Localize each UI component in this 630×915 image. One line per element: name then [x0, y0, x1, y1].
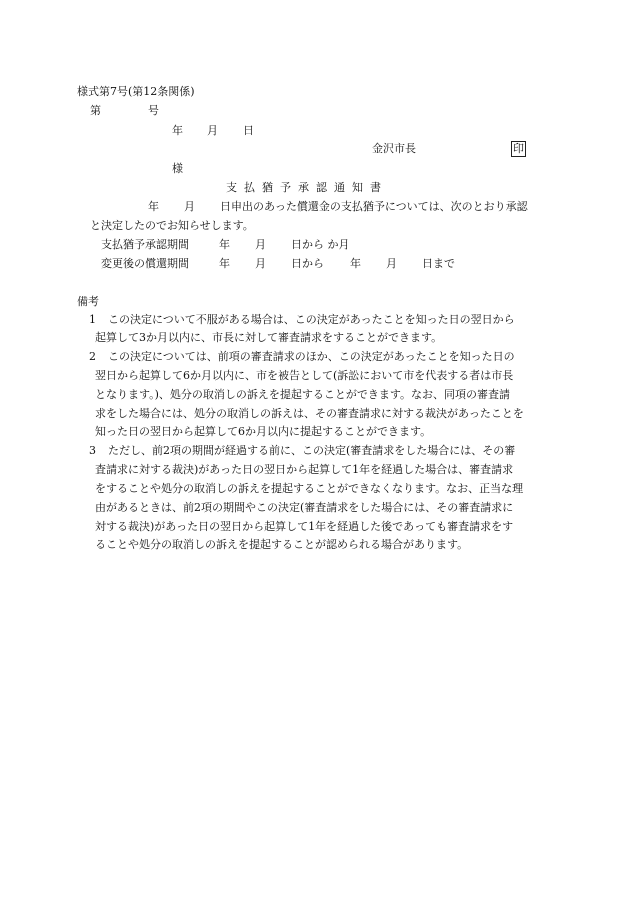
- period-year: 年: [219, 238, 230, 251]
- note-number: 2: [89, 350, 96, 363]
- changed-until: 日まで: [422, 257, 455, 270]
- changed-year2: 年: [350, 257, 361, 270]
- body-year: 年: [148, 200, 159, 213]
- period-month: 月: [255, 238, 266, 251]
- date-year: 年: [172, 124, 183, 137]
- note-line: 翌日から起算して6か月以内に、市を被告として(訴訟において市を代表する者は市長: [95, 369, 514, 382]
- date-day: 日: [243, 124, 254, 137]
- note-line: 由があるときは、前2項の期間やこの決定(審査請求をした場合には、その審査請求に: [95, 501, 514, 514]
- doc-number-go: 号: [148, 104, 159, 117]
- body-month: 月: [184, 200, 195, 213]
- document-title: 支払猶予承認通知書: [226, 181, 388, 194]
- note-line: をすることや処分の取消しの訴えを提起することができなくなります。なお、正当な理: [95, 482, 524, 495]
- changed-month: 月: [255, 257, 266, 270]
- note-line: ただし、前2項の期間が経過する前に、この決定(審査請求をした場合には、その審: [108, 444, 516, 457]
- note-line: 対する裁決)があった日の翌日から起算して1年を経過した後であっても審査請求をす: [95, 520, 514, 533]
- note-number: 3: [89, 444, 96, 457]
- note-line: この決定について不服がある場合は、この決定があったことを知った日の翌日から: [108, 313, 515, 326]
- notes-title: 備考: [77, 295, 99, 308]
- note-line: 査請求に対する裁決)があった日の翌日から起算して1年を経過した場合は、審査請求: [95, 463, 514, 476]
- note-number: 1: [89, 313, 96, 326]
- body-line2: と決定したのでお知らせします。: [90, 219, 254, 232]
- note-line: この決定については、前項の審査請求のほか、この決定があったことを知った日の: [108, 350, 515, 363]
- note-line: 求をした場合には、処分の取消しの訴えは、その審査請求に対する裁決があったことを: [95, 407, 524, 420]
- date-month: 月: [207, 124, 218, 137]
- body-line1: 日申出のあった償還金の支払猶予については、次のとおり承認: [220, 200, 528, 213]
- form-header: 様式第7号(第12条関係): [77, 85, 195, 98]
- note-line: 知った日の翌日から起算して6か月以内に提起することができます。: [95, 425, 432, 438]
- changed-label: 変更後の償還期間: [101, 257, 189, 270]
- doc-number-dai: 第: [90, 104, 101, 117]
- period-label: 支払猶予承認期間: [101, 238, 189, 251]
- note-line: となります。)、処分の取消しの訴えを提起することができます。なお、同項の審査請: [95, 388, 511, 401]
- changed-year: 年: [219, 257, 230, 270]
- period-suffix: 日から か月: [291, 238, 350, 251]
- seal-mark: 印: [513, 142, 524, 155]
- note-line: ることや処分の取消しの訴えを提起することが認められる場合があります。: [95, 538, 469, 551]
- note-line: 起算して3か月以内に、市長に対して審査請求をすることができます。: [95, 331, 443, 344]
- addressee-suffix: 様: [172, 162, 183, 175]
- changed-month2: 月: [386, 257, 397, 270]
- issuer: 金沢市長: [372, 142, 416, 155]
- changed-from: 日から: [291, 257, 324, 270]
